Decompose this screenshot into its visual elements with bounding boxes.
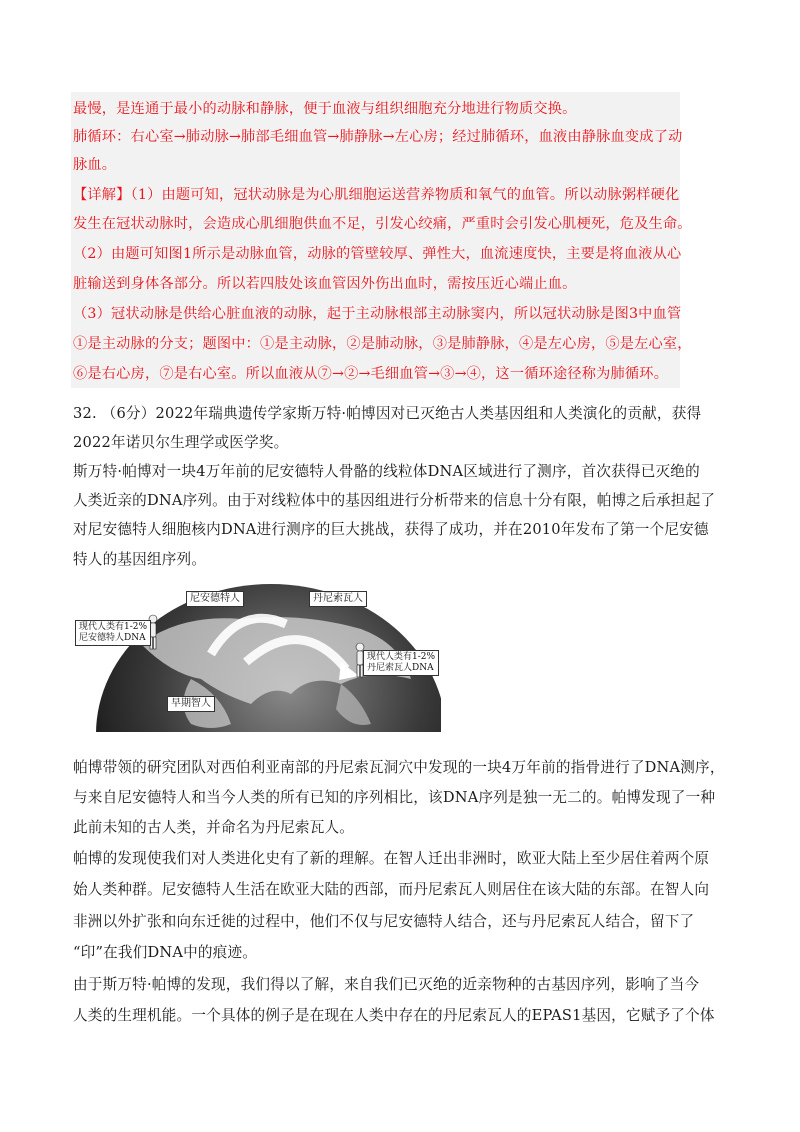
- detail-tag: 【详解】: [73, 187, 131, 203]
- body-line-7: “印”在我们DNA中的痕迹。: [73, 944, 258, 961]
- question-line-3: 斯万特·帕博对一块4万年前的尼安德特人骨骼的线粒体DNA区域进行了测序，首次获得已灭绝的: [73, 463, 700, 480]
- answer-line-5: 发生在冠状动脉时，会造成心肌细胞供血不足，引发心绞痛，严重时会引发心肌梗死，危及生命。: [73, 216, 692, 232]
- answer-line-4-text: （1）由题可知，冠状动脉是为心肌细胞运送营养物质和氧气的血管。所以动脉粥样硬化: [130, 187, 680, 203]
- question-line-6: 特人的基因组序列。: [73, 551, 207, 568]
- body-line-2: 与来自尼安德特人和当今人类的所有已知的序列相比，该DNA序列是独一无二的。帕博发现了一种: [73, 789, 716, 806]
- body-line-4: 帕博的发现使我们对人类进化史有了新的理解。在智人迁出非洲时，欧亚大陆上至少居住着两个原: [73, 850, 710, 867]
- answer-line-1: 最慢，是连通于最小的动脉和静脉，便于血液与组织细胞充分地进行物质交换。: [73, 101, 577, 117]
- body-line-1: 帕博带领的研究团队对西伯利亚南部的丹尼索瓦洞穴中发现的一块4万年前的指骨进行了DNA测序，: [73, 759, 725, 776]
- answer-line-3: 脉血。: [73, 157, 117, 173]
- label-modern-denisovan-line2: 丹尼索瓦人DNA: [367, 663, 434, 673]
- body-line-5: 始人类种群。尼安德特人生活在欧亚大陆的西部，而丹尼索瓦人则居住在该大陆的东部。在智人向: [73, 881, 710, 898]
- question-line-2: 2022年诺贝尔生理学或医学奖。: [73, 434, 289, 451]
- answer-line-6: （2）由题可知图1所示是动脉血管，动脉的管壁较厚、弹性大，血流速度快，主要是将血液从心: [73, 246, 682, 262]
- answer-line-8: （3）冠状动脉是供给心脏血液的动脉，起于主动脉根部主动脉窦内，所以冠状动脉是图3中血管: [73, 306, 682, 322]
- label-modern-denisovan-line1: 现代人类有1-2%: [367, 652, 436, 662]
- label-denisovan: 丹尼索瓦人: [309, 591, 367, 607]
- label-early-human: 早期智人: [167, 696, 215, 712]
- answer-line-7: 脏输送到身体各部分。所以若四肢处该血管因外伤出血时，需按压近心端止血。: [73, 276, 577, 292]
- body-line-9: 人类的生理机能。一个具体的例子是在现在人类中存在的丹尼索瓦人的EPAS1基因，它赋予了个体: [73, 1007, 715, 1024]
- body-line-6: 非洲以外扩张和向东迁徙的过程中，他们不仅与尼安德特人结合，还与丹尼索瓦人结合，留下了: [73, 913, 695, 930]
- question-line-4: 人类近亲的DNA序列。由于对线粒体中的基因组进行分析带来的信息十分有限，帕博之后承担起了: [73, 492, 716, 509]
- answer-line-9: ①是主动脉的分支；题图中：①是主动脉，②是肺动脉，③是肺静脉，④是左心房，⑤是左心室，: [73, 336, 692, 352]
- label-modern-neanderthal: [75, 620, 151, 646]
- label-modern-neanderthal-line1: 现代人类有1-2%: [79, 622, 148, 632]
- body-line-3: 此前未知的古人类，并命名为丹尼索瓦人。: [73, 819, 355, 836]
- body-line-8: 由于斯万特·帕博的发现，我们得以了解，来自我们已灭绝的近亲物种的古基因序列，影响了当今: [73, 976, 700, 993]
- question-line-5: 对尼安德特人细胞核内DNA进行测序的巨大挑战，获得了成功，并在2010年发布了第一个尼安德: [73, 521, 709, 538]
- answer-line-4: [73, 185, 679, 205]
- label-neanderthal: 尼安德特人: [186, 591, 244, 607]
- label-modern-neanderthal-line2: 尼安德特人DNA: [79, 633, 146, 643]
- migration-map-figure: [71, 584, 441, 732]
- question-line-1: 32. （6分）2022年瑞典遗传学家斯万特·帕博因对已灭绝古人类基因组和人类演化的贡献，获得: [73, 405, 702, 422]
- answer-line-10: ⑥是右心房，⑦是右心室。所以血液从⑦→②→毛细血管→③→④，这一循环途径称为肺循环。: [73, 366, 669, 382]
- label-modern-denisovan: [363, 650, 439, 676]
- answer-line-2: 肺循环：右心室→肺动脉→肺部毛细血管→肺静脉→左心房；经过肺循环，血液由静脉血变成了动: [73, 129, 683, 145]
